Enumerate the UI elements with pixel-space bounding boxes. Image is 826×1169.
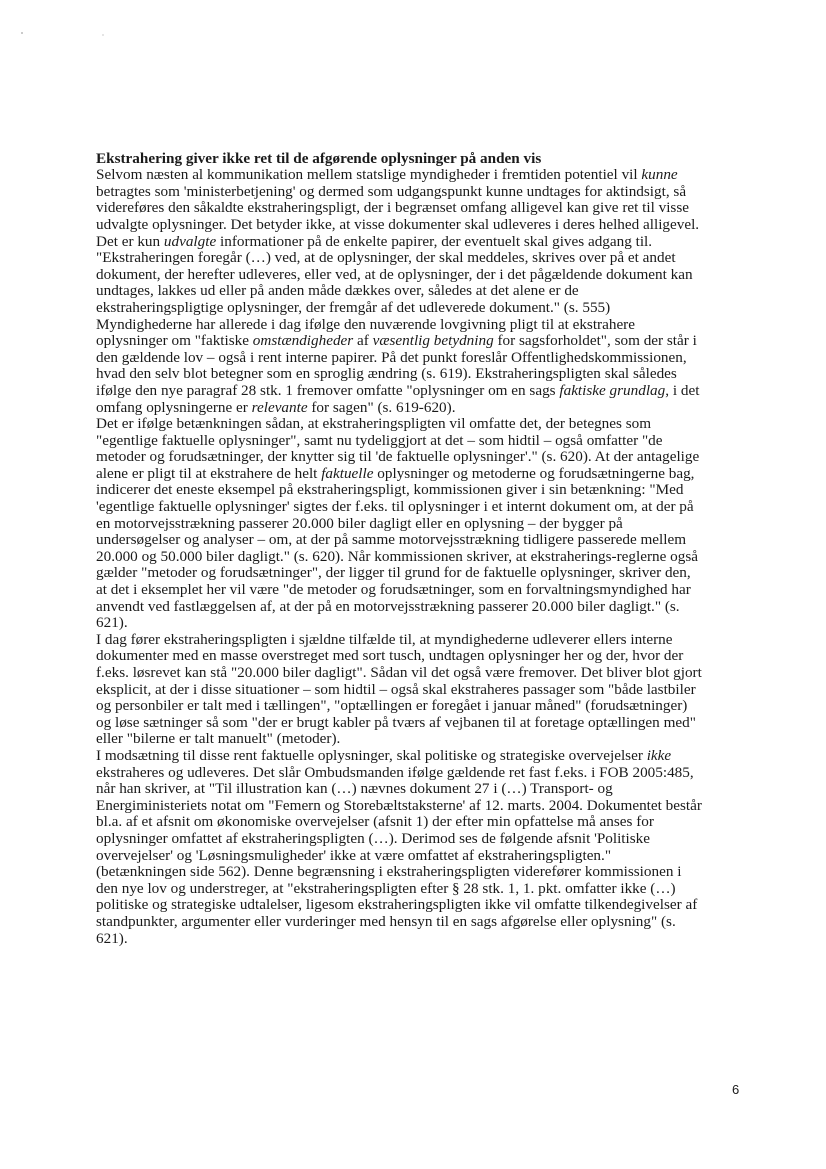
text-segment: f.eks. løsrevet kan stå "20.000 biler dagligt". Sådan vil det også være fremover. Det bliver blot gjort — [96, 664, 702, 682]
text-line — [96, 599, 746, 616]
italic-text: omstændigheder — [252, 332, 354, 350]
text-segment: "Ekstraheringen foregår (…) ved, at de oplysninger, der skal meddeles, skrives over på et andet — [96, 249, 676, 267]
text-line — [96, 648, 746, 665]
text-line — [96, 549, 746, 566]
text-line — [96, 532, 746, 549]
text-segment: en motorvejsstrækning passerer 20.000 biler dagligt eller en oplysning – der bygger på — [96, 514, 623, 532]
text-line — [96, 350, 746, 367]
text-segment: og personbiler er talt med i tællingen", "optællingen er foregået i januar måned" (forudsætninger) — [96, 697, 688, 715]
text-segment: den nye lov og understreger, at "ekstraheringspligten efter § 28 stk. 1, 1. pkt. omfatter ikke (…) — [96, 879, 676, 897]
text-segment: anvendt ved fastlæggelsen af, at der på en motorvejsstrækning passerer 20.000 biler dagligt." (s. — [96, 597, 680, 615]
text-segment: Selvom næsten al kommunikation mellem statslige myndigheder i fremtiden potentiel vil — [96, 166, 642, 184]
text-segment: den gældende lov – også i rent interne papirer. På det punkt foreslår Offentlighedskommissionen, — [96, 348, 687, 366]
text-line — [96, 300, 746, 317]
text-line — [96, 931, 746, 948]
text-segment: Energiministeriets notat om "Femern og Storebæltstaksterne' af 12. marts. 2004. Dokumentet består — [96, 796, 702, 814]
text-line — [96, 433, 746, 450]
page-number: 6 — [732, 1082, 740, 1097]
italic-text: faktuelle — [321, 464, 374, 482]
text-segment: 621). — [96, 929, 128, 947]
text-line — [96, 383, 746, 400]
text-line — [96, 914, 746, 931]
text-segment: 621). — [96, 614, 128, 632]
text-segment: (betænkningen side 562). Denne begrænsning i ekstraheringspligten viderefører kommissionen i — [96, 863, 682, 881]
text-segment: indicerer det eneste eksempel på ekstraheringspligt, kommissionen giver i sin betænkning: "Med — [96, 481, 684, 499]
text-segment: udvalgte oplysninger. Det betyder ikke, at visse dokumenter skal udleveres i deres helhed alligevel. — [96, 215, 700, 233]
text-segment: Det er kun — [96, 232, 164, 250]
italic-text: relevante — [251, 398, 308, 416]
text-line — [96, 416, 746, 433]
text-line — [96, 234, 746, 251]
text-line — [96, 366, 746, 383]
text-segment: og løse sætninger så som "der er brugt kabler på tværs af vejbanen til at foretage optællingen med" — [96, 713, 696, 731]
text-segment: ekstraheringspligtige oplysninger, der fremgår af det udleverede dokument." (s. 555) — [96, 298, 611, 316]
text-line — [96, 781, 746, 798]
text-line — [96, 798, 746, 815]
text-line — [96, 632, 746, 649]
text-line — [96, 449, 746, 466]
text-line — [96, 731, 746, 748]
text-line — [96, 715, 746, 732]
text-line — [96, 283, 746, 300]
text-segment: alene er pligt til at ekstrahere de helt — [96, 464, 322, 482]
scan-speck — [102, 34, 104, 36]
text-segment: for sagsforholdet", som der står i — [493, 332, 697, 350]
text-line — [96, 516, 746, 533]
text-segment: 'egentlige faktuelle oplysninger' sigtes der f.eks. til oplysninger i et internt dokument om, at der på — [96, 498, 694, 516]
text-segment: af — [353, 332, 373, 350]
text-segment: bl.a. af et afsnit om økonomiske overvejelser (afsnit 1) der efter min opfattelse må anses for — [96, 813, 654, 831]
text-segment: oplysninger omfattet af ekstraheringspligten (…). Derimod ses de følgende afsnit 'Politiske — [96, 829, 650, 847]
text-line — [96, 748, 746, 765]
text-segment: undersøgelser og analyser – om, at der på samme motorvejsstrækning tidligere passerede mellem — [96, 531, 687, 549]
text-line — [96, 765, 746, 782]
text-segment: dokument, der herefter udleveres, eller ved, at de oplysninger, der i det pågældende dokument kan — [96, 265, 693, 283]
text-segment: at det i eksemplet her vil være "de metoder og forudsætninger, som en forvaltningsmyndighed har — [96, 581, 691, 599]
text-line — [96, 881, 746, 898]
italic-text: udvalgte — [163, 232, 217, 250]
text-line — [96, 565, 746, 582]
text-segment: informationer på de enkelte papirer, der eventuelt skal gives adgang til. — [216, 232, 653, 250]
text-line — [96, 615, 746, 632]
text-segment: standpunkter, argumenter eller vurderinger med hensyn til en sags afgørelse eller oplysning" (s. — [96, 912, 676, 930]
text-line — [96, 250, 746, 267]
text-line — [96, 848, 746, 865]
text-segment: ekstraheres og udleveres. Det slår Ombudsmanden ifølge gældende ret fast f.eks. i FOB 2005:485, — [96, 763, 694, 781]
text-line — [96, 682, 746, 699]
text-line — [96, 897, 746, 914]
text-line — [96, 831, 746, 848]
text-line — [96, 400, 746, 417]
text-segment: overvejelser' og 'Løsningsmuligheder' ikke at være omfattet af ekstraheringspligten." — [96, 846, 612, 864]
italic-text: væsentlig betydning — [372, 332, 494, 350]
text-line — [96, 466, 746, 483]
text-segment: eller "bilerne er talt manuelt" (metoder). — [96, 730, 341, 748]
text-line — [96, 167, 746, 184]
text-line — [96, 698, 746, 715]
text-segment: Myndighederne har allerede i dag ifølge den nuværende lovgivning pligt til at ekstrahere — [96, 315, 635, 333]
text-line — [96, 665, 746, 682]
text-line — [96, 482, 746, 499]
text-segment: I modsætning til disse rent faktuelle oplysninger, skal politiske og strategiske overvejelser — [96, 746, 647, 764]
text-segment: dokumenter med en masse overstreget med sort tusch, undtagen oplysninger her og der, hvor der — [96, 647, 684, 665]
text-segment: oplysninger om "faktiske — [96, 332, 253, 350]
text-line — [96, 499, 746, 516]
text-line — [96, 200, 746, 217]
body-text — [96, 167, 746, 947]
text-segment: Det er ifølge betænkningen sådan, at ekstraheringspligten vil omfatte det, der betegnes som — [96, 415, 652, 433]
text-segment: oplysninger og metoderne og forudsætningerne bag, — [373, 464, 695, 482]
text-line — [96, 317, 746, 334]
text-segment: undtages, lakkes ud eller på anden måde dækkes over, således at det alene er de — [96, 282, 579, 300]
text-segment: metoder og forudsætninger, der knytter sig til 'de faktuelle oplysninger'." (s. 620). At der antagelige — [96, 448, 700, 466]
text-segment: videreføres den såkaldte ekstraheringspligt, der i begrænset omfang alligevel kan give ret til visse — [96, 199, 689, 217]
section-heading: Ekstrahering giver ikke ret til de afgørende oplysninger på anden vis — [96, 150, 542, 167]
text-line — [96, 184, 746, 201]
italic-text: kunne — [641, 166, 678, 184]
text-segment: betragtes som 'ministerbetjening' og dermed som udgangspunkt kunne undtages for aktindsigt, så — [96, 182, 687, 200]
text-segment: politiske og strategiske udtalelser, ligesom ekstraheringspligten ikke vil omfatte tilkendegivelser af — [96, 896, 698, 914]
text-segment: 20.000 og 50.000 biler dagligt." (s. 620). Når kommissionen skriver, at ekstraherings-reglerne også — [96, 547, 698, 565]
text-line — [96, 333, 746, 350]
text-segment: ifølge den nye paragraf 28 stk. 1 fremover omfatte "oplysninger om en sags — [96, 381, 560, 399]
text-line — [96, 267, 746, 284]
text-segment: for sagen" (s. 619-620). — [307, 398, 456, 416]
text-segment: gælder "metoder og forudsætninger", der ligger til grund for de faktuelle oplysninger, skriver den, — [96, 564, 691, 582]
text-segment: omfang oplysningerne er — [96, 398, 252, 416]
text-line — [96, 864, 746, 881]
text-segment: hvad den selv blot betegner som en sproglig ændring (s. 619). Ekstraheringspligten skal således — [96, 365, 677, 383]
italic-text: faktiske grundlag — [559, 381, 666, 399]
text-segment: "egentlige faktuelle oplysninger", samt nu tydeliggjort at det – som hidtil – også omfatter "de — [96, 431, 663, 449]
article-body — [96, 150, 746, 947]
scan-speck — [21, 32, 23, 34]
text-line — [96, 582, 746, 599]
text-segment: eksplicit, at der i disse situationer – som hidtil – også skal ekstraheres passager som "både lastbiler — [96, 680, 696, 698]
italic-text: ikke — [646, 746, 672, 764]
text-line — [96, 217, 746, 234]
text-line — [96, 814, 746, 831]
text-segment: , i det — [665, 381, 700, 399]
text-segment: I dag fører ekstraheringspligten i sjældne tilfælde til, at myndighederne udleverer ellers interne — [96, 630, 673, 648]
text-segment: når han skriver, at "Til illustration kan (…) nævnes dokument 27 i (…) Transport- og — [96, 780, 613, 798]
